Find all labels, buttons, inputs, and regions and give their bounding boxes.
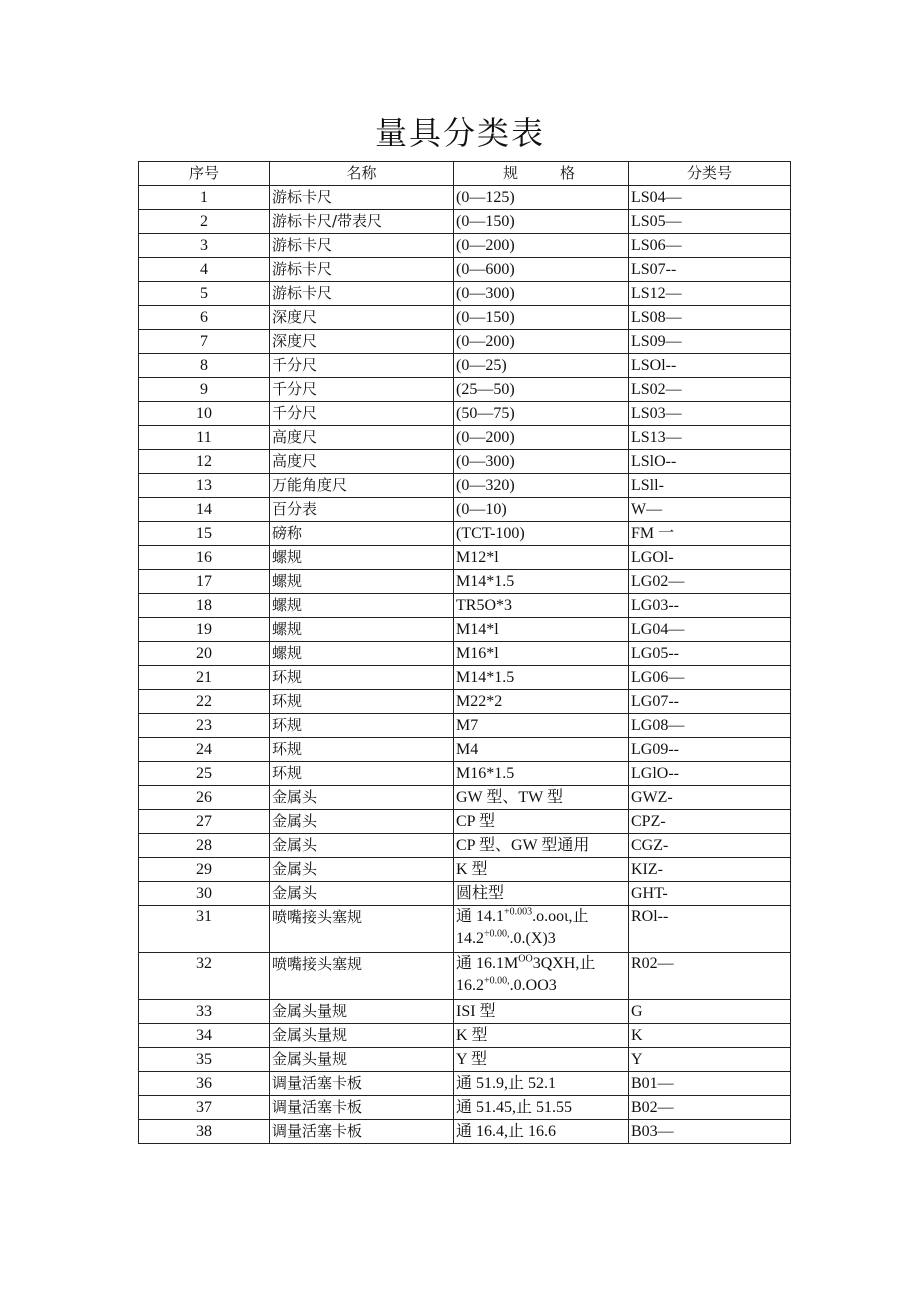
- row-code: FM 一: [629, 522, 791, 546]
- row-code: LSlO--: [629, 450, 791, 474]
- table-row: [139, 546, 791, 570]
- row-spec: (0—200): [454, 426, 629, 450]
- row-spec: K 型: [454, 1024, 629, 1048]
- table-row: [139, 378, 791, 402]
- table-row: [139, 450, 791, 474]
- row-name: 环规: [270, 690, 454, 714]
- row-spec: K 型: [454, 858, 629, 882]
- row-code: W—: [629, 498, 791, 522]
- row-name: 游标卡尺/带表尺: [270, 210, 454, 234]
- row-spec: (25—50): [454, 378, 629, 402]
- row-name: 金属头: [270, 858, 454, 882]
- row-number: 24: [139, 738, 270, 762]
- row-number: 28: [139, 834, 270, 858]
- spec-tail: .0.(X)3: [509, 930, 556, 947]
- table-row: [139, 1096, 791, 1120]
- row-name: 千分尺: [270, 354, 454, 378]
- row-spec: GW 型、TW 型: [454, 786, 629, 810]
- row-code: LG03--: [629, 594, 791, 618]
- row-code: KIZ-: [629, 858, 791, 882]
- table-row: [139, 738, 791, 762]
- header-row: [139, 162, 791, 186]
- table-row: [139, 1120, 791, 1144]
- table-row: [139, 330, 791, 354]
- table-row: [139, 594, 791, 618]
- row-number: 32: [139, 953, 270, 1000]
- row-name: 高度尺: [270, 450, 454, 474]
- row-name: 千分尺: [270, 402, 454, 426]
- row-name: 环规: [270, 762, 454, 786]
- row-number: 17: [139, 570, 270, 594]
- spec-tail: 3QXH,止: [532, 955, 596, 972]
- row-spec: 通 16.4,止 16.6: [454, 1120, 629, 1144]
- row-name: 螺规: [270, 546, 454, 570]
- row-spec: (0—25): [454, 354, 629, 378]
- header-spec: 规 格: [454, 162, 629, 186]
- row-number: 38: [139, 1120, 270, 1144]
- row-number: 14: [139, 498, 270, 522]
- spec-tail: .0.OO3: [509, 977, 557, 994]
- row-spec: ISI 型: [454, 1000, 629, 1024]
- row-spec: (TCT-100): [454, 522, 629, 546]
- row-name: 调量活塞卡板: [270, 1096, 454, 1120]
- row-code: K: [629, 1024, 791, 1048]
- table-row: [139, 810, 791, 834]
- row-number: 11: [139, 426, 270, 450]
- row-code: LS08—: [629, 306, 791, 330]
- spec-base: 16.2: [456, 977, 484, 994]
- table-row: [139, 234, 791, 258]
- spec-base: 通 16.1M: [456, 955, 519, 972]
- header-code: 分类号: [629, 162, 791, 186]
- row-number: 15: [139, 522, 270, 546]
- table-row: [139, 474, 791, 498]
- row-number: 23: [139, 714, 270, 738]
- table-row: [139, 522, 791, 546]
- row-number: 4: [139, 258, 270, 282]
- spec-line-a: [456, 953, 626, 975]
- row-spec: M7: [454, 714, 629, 738]
- row-name: 螺规: [270, 618, 454, 642]
- row-code: R02—: [629, 953, 791, 1000]
- row-number: 19: [139, 618, 270, 642]
- row-code: GHT-: [629, 882, 791, 906]
- spec-base: 通 14.1: [456, 908, 505, 925]
- row-spec: (0—125): [454, 186, 629, 210]
- row-spec: 通 51.45,止 51.55: [454, 1096, 629, 1120]
- spec-superscript: +0.00,: [484, 975, 510, 987]
- row-name: 万能角度尺: [270, 474, 454, 498]
- row-code: LS02—: [629, 378, 791, 402]
- row-spec: (0—300): [454, 282, 629, 306]
- row-name: 磅称: [270, 522, 454, 546]
- row-number: 6: [139, 306, 270, 330]
- row-code: Y: [629, 1048, 791, 1072]
- row-number: 31: [139, 906, 270, 953]
- row-number: 5: [139, 282, 270, 306]
- row-code: LG06—: [629, 666, 791, 690]
- row-number: 27: [139, 810, 270, 834]
- row-spec: [454, 906, 629, 953]
- row-spec: (0—300): [454, 450, 629, 474]
- row-spec: (0—150): [454, 306, 629, 330]
- row-name: 调量活塞卡板: [270, 1072, 454, 1096]
- row-spec: M14*1.5: [454, 666, 629, 690]
- row-number: 13: [139, 474, 270, 498]
- row-spec: (0—200): [454, 330, 629, 354]
- row-number: 12: [139, 450, 270, 474]
- row-name: 喷嘴接头塞规: [270, 953, 454, 1000]
- table-row: [139, 714, 791, 738]
- table-row: [139, 282, 791, 306]
- row-code: ROl--: [629, 906, 791, 953]
- row-name: 螺规: [270, 594, 454, 618]
- table-row: [139, 210, 791, 234]
- row-spec: 通 51.9,止 52.1: [454, 1072, 629, 1096]
- gauge-classification-table: [138, 161, 791, 1144]
- table-row: [139, 258, 791, 282]
- table-row: [139, 354, 791, 378]
- row-name: 深度尺: [270, 330, 454, 354]
- row-code: LS07--: [629, 258, 791, 282]
- row-spec: TR5O*3: [454, 594, 629, 618]
- spec-superscript: ÷0.00,: [484, 928, 510, 940]
- row-name: 千分尺: [270, 378, 454, 402]
- table-row: [139, 858, 791, 882]
- row-code: LGlO--: [629, 762, 791, 786]
- row-name: 喷嘴接头塞规: [270, 906, 454, 953]
- row-spec: Y 型: [454, 1048, 629, 1072]
- spec-superscript: +0.003: [504, 906, 533, 918]
- row-name: 金属头量规: [270, 1024, 454, 1048]
- row-name: 金属头: [270, 882, 454, 906]
- row-number: 25: [139, 762, 270, 786]
- table-row: [139, 498, 791, 522]
- row-spec: M14*1.5: [454, 570, 629, 594]
- header-name: 名称: [270, 162, 454, 186]
- row-number: 35: [139, 1048, 270, 1072]
- row-code: LG08—: [629, 714, 791, 738]
- row-number: 10: [139, 402, 270, 426]
- row-number: 21: [139, 666, 270, 690]
- row-name: 游标卡尺: [270, 282, 454, 306]
- row-name: 调量活塞卡板: [270, 1120, 454, 1144]
- row-name: 游标卡尺: [270, 258, 454, 282]
- row-name: 金属头: [270, 786, 454, 810]
- table-row: [139, 642, 791, 666]
- row-code: LS09—: [629, 330, 791, 354]
- row-number: 20: [139, 642, 270, 666]
- row-name: 金属头: [270, 834, 454, 858]
- row-code: LS12—: [629, 282, 791, 306]
- row-number: 18: [139, 594, 270, 618]
- row-number: 30: [139, 882, 270, 906]
- row-spec: (0—10): [454, 498, 629, 522]
- row-number: 1: [139, 186, 270, 210]
- row-code: B02—: [629, 1096, 791, 1120]
- row-number: 29: [139, 858, 270, 882]
- table-row: [139, 834, 791, 858]
- table-row: [139, 953, 791, 1000]
- table-row: [139, 690, 791, 714]
- table-row: [139, 786, 791, 810]
- spec-line-b: [456, 975, 626, 997]
- header-no: 序号: [139, 162, 270, 186]
- row-name: 环规: [270, 666, 454, 690]
- row-spec: 圆柱型: [454, 882, 629, 906]
- table-row: [139, 402, 791, 426]
- table-row: [139, 1000, 791, 1024]
- table-row: [139, 882, 791, 906]
- row-number: 7: [139, 330, 270, 354]
- row-spec: CP 型、GW 型通用: [454, 834, 629, 858]
- row-number: 36: [139, 1072, 270, 1096]
- row-code: LSll-: [629, 474, 791, 498]
- table-row: [139, 906, 791, 953]
- row-name: 金属头量规: [270, 1000, 454, 1024]
- row-spec: M16*l: [454, 642, 629, 666]
- row-spec: (0—150): [454, 210, 629, 234]
- table-row: [139, 1072, 791, 1096]
- row-number: 9: [139, 378, 270, 402]
- spec-line-a: [456, 906, 626, 928]
- row-number: 26: [139, 786, 270, 810]
- row-name: 百分表: [270, 498, 454, 522]
- table-row: [139, 618, 791, 642]
- page-title: 量具分类表: [374, 114, 545, 152]
- row-code: LG05--: [629, 642, 791, 666]
- row-name: 深度尺: [270, 306, 454, 330]
- table-row: [139, 1048, 791, 1072]
- row-code: CGZ-: [629, 834, 791, 858]
- row-spec: [454, 953, 629, 1000]
- row-name: 环规: [270, 714, 454, 738]
- row-code: LG07--: [629, 690, 791, 714]
- row-number: 37: [139, 1096, 270, 1120]
- row-code: GWZ-: [629, 786, 791, 810]
- table-body: [139, 186, 791, 1144]
- row-code: LG09--: [629, 738, 791, 762]
- table-row: [139, 1024, 791, 1048]
- row-spec: CP 型: [454, 810, 629, 834]
- table-row: [139, 570, 791, 594]
- spec-tail: .o.ooι,止: [532, 908, 589, 925]
- spec-base: 14.2: [456, 930, 484, 947]
- row-name: 高度尺: [270, 426, 454, 450]
- row-code: B01—: [629, 1072, 791, 1096]
- row-code: LS04—: [629, 186, 791, 210]
- row-name: 游标卡尺: [270, 186, 454, 210]
- row-spec: (50—75): [454, 402, 629, 426]
- row-name: 螺规: [270, 570, 454, 594]
- row-number: 34: [139, 1024, 270, 1048]
- row-spec: (0—200): [454, 234, 629, 258]
- row-code: LS05—: [629, 210, 791, 234]
- table-row: [139, 666, 791, 690]
- row-number: 33: [139, 1000, 270, 1024]
- row-number: 3: [139, 234, 270, 258]
- row-number: 2: [139, 210, 270, 234]
- row-spec: M22*2: [454, 690, 629, 714]
- row-name: 游标卡尺: [270, 234, 454, 258]
- row-code: LSOl--: [629, 354, 791, 378]
- spec-line-b: [456, 928, 626, 950]
- row-spec: (0—320): [454, 474, 629, 498]
- row-number: 16: [139, 546, 270, 570]
- row-code: LGOl-: [629, 546, 791, 570]
- row-code: LS06—: [629, 234, 791, 258]
- row-spec: M14*l: [454, 618, 629, 642]
- row-name: 螺规: [270, 642, 454, 666]
- row-code: CPZ-: [629, 810, 791, 834]
- row-number: 22: [139, 690, 270, 714]
- row-code: LS13—: [629, 426, 791, 450]
- row-code: LG02—: [629, 570, 791, 594]
- row-code: G: [629, 1000, 791, 1024]
- row-spec: M4: [454, 738, 629, 762]
- row-code: B03—: [629, 1120, 791, 1144]
- row-code: LG04—: [629, 618, 791, 642]
- table-row: [139, 186, 791, 210]
- row-code: LS03—: [629, 402, 791, 426]
- table-row: [139, 762, 791, 786]
- row-number: 8: [139, 354, 270, 378]
- table-row: [139, 426, 791, 450]
- spec-superscript: OO: [518, 953, 533, 965]
- row-name: 金属头量规: [270, 1048, 454, 1072]
- row-name: 金属头: [270, 810, 454, 834]
- row-spec: (0—600): [454, 258, 629, 282]
- row-spec: M12*l: [454, 546, 629, 570]
- table-row: [139, 306, 791, 330]
- row-spec: M16*1.5: [454, 762, 629, 786]
- row-name: 环规: [270, 738, 454, 762]
